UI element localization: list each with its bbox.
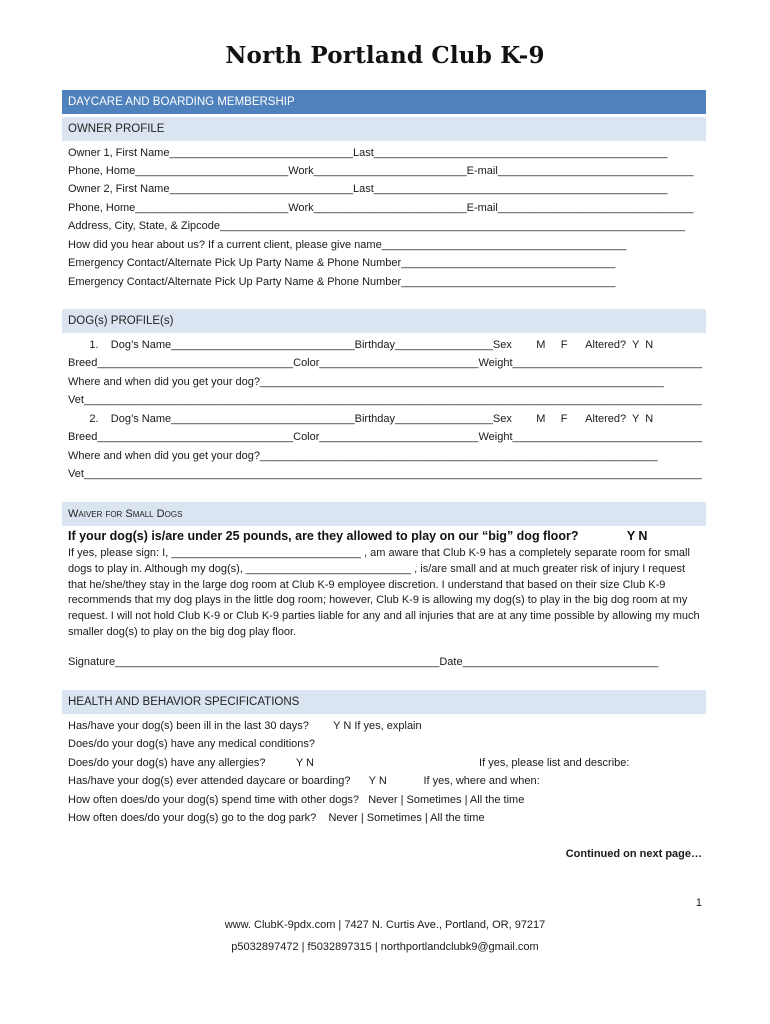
dog2-name-line[interactable]: 2. Dog’s Name______________________________Birthday________________Sex M F Altered? Y N xyxy=(68,413,654,425)
dog2-origin-line[interactable]: Where and when did you get your dog?_________________________________________________________________ xyxy=(68,450,658,462)
health-question[interactable]: Has/have your dog(s) been ill in the last 30 days? Y N If yes, explain xyxy=(68,720,422,732)
owner-profile-heading: OWNER PROFILE xyxy=(62,117,706,141)
dog2-breed-line[interactable]: Breed________________________________Color__________________________Weight_______________________________ xyxy=(68,431,703,443)
footer-website-address: www. ClubK-9pdx.com | 7427 N. Curtis Ave., Portland, OR, 97217 xyxy=(224,919,546,931)
address-line[interactable]: Address, City, State, & Zipcode____________________________________________________________________________ xyxy=(68,220,685,232)
waiver-paragraph: If yes, please sign: I, _______________________________ , am aware that Club K-9 has a completely separate room for small dogs to play in. Although my dog(s), ___________________________ , is/are small and at much greater risk of injury I request that he/she/they stay in the large dog room at Club K-9 employee discretion. I understand that based on their size Club K-9 recommends that my dog plays in the little dog room; however, Club K-9 is allowing my dog(s) to play in the big dog room at my request. I will not hold Club K-9 or Club K-9 parties liable for any and all injuries that are at any time possible by allowing my much smaller dog(s) to play on the big dog play floor. xyxy=(68,547,700,638)
health-question[interactable]: Does/do your dog(s) have any allergies? Y N If yes, please list and describe: xyxy=(68,757,630,769)
emergency-contact-line[interactable]: Emergency Contact/Alternate Pick Up Party Name & Phone Number___________________________________ xyxy=(68,276,616,288)
health-question[interactable]: How often does/do your dog(s) go to the dog park? Never | Sometimes | All the time xyxy=(68,812,485,824)
dog1-breed-line[interactable]: Breed________________________________Color__________________________Weight_______________________________ xyxy=(68,357,703,369)
waiver-heading: Waiver for Small Dogs xyxy=(62,502,706,526)
health-question[interactable]: Does/do your dog(s) have any medical conditions? xyxy=(68,738,316,750)
health-heading: HEALTH AND BEHAVIOR SPECIFICATIONS xyxy=(62,690,706,714)
dog2-vet-line[interactable]: Vet_____________________________________________________________________________________________________ xyxy=(68,468,702,480)
small-dog-question[interactable]: If your dog(s) is/are under 25 pounds, are they allowed to play on our “big” dog floor? Y N xyxy=(68,529,648,543)
owner1-name-line[interactable]: Owner 1, First Name______________________________Last________________________________________________ xyxy=(68,147,668,159)
dog1-name-line[interactable]: 1. Dog’s Name______________________________Birthday________________Sex M F Altered? Y N xyxy=(68,339,654,351)
health-question[interactable]: How often does/do your dog(s) spend time with other dogs? Never | Sometimes | All the time xyxy=(68,794,525,806)
emergency-contact-line[interactable]: Emergency Contact/Alternate Pick Up Party Name & Phone Number___________________________________ xyxy=(68,257,616,269)
page-title: North Portland Club K-9 xyxy=(225,42,545,69)
dog1-vet-line[interactable]: Vet_____________________________________________________________________________________________________ xyxy=(68,394,702,406)
dog-profile-heading: DOG(s) PROFILE(s) xyxy=(62,309,706,333)
dog1-origin-line[interactable]: Where and when did you get your dog?__________________________________________________________________ xyxy=(68,376,664,388)
page-number: 1 xyxy=(695,897,702,909)
owner2-name-line[interactable]: Owner 2, First Name______________________________Last________________________________________________ xyxy=(68,183,668,195)
membership-section-bar: DAYCARE AND BOARDING MEMBERSHIP xyxy=(62,90,706,114)
footer-contact: p5032897472 | f5032897315 | northportlandclubk9@gmail.com xyxy=(231,941,539,953)
owner1-phone-line[interactable]: Phone, Home_________________________Work_________________________E-mail________________________________ xyxy=(68,165,694,177)
referral-line[interactable]: How did you hear about us? If a current client, please give name________________________________________ xyxy=(68,239,627,251)
continued-note: Continued on next page… xyxy=(565,848,702,860)
signature-date-line[interactable]: Signature_____________________________________________________Date________________________________ xyxy=(68,656,659,668)
health-question[interactable]: Has/have your dog(s) ever attended daycare or boarding? Y N If yes, where and when: xyxy=(68,775,540,787)
owner2-phone-line[interactable]: Phone, Home_________________________Work_________________________E-mail________________________________ xyxy=(68,202,694,214)
